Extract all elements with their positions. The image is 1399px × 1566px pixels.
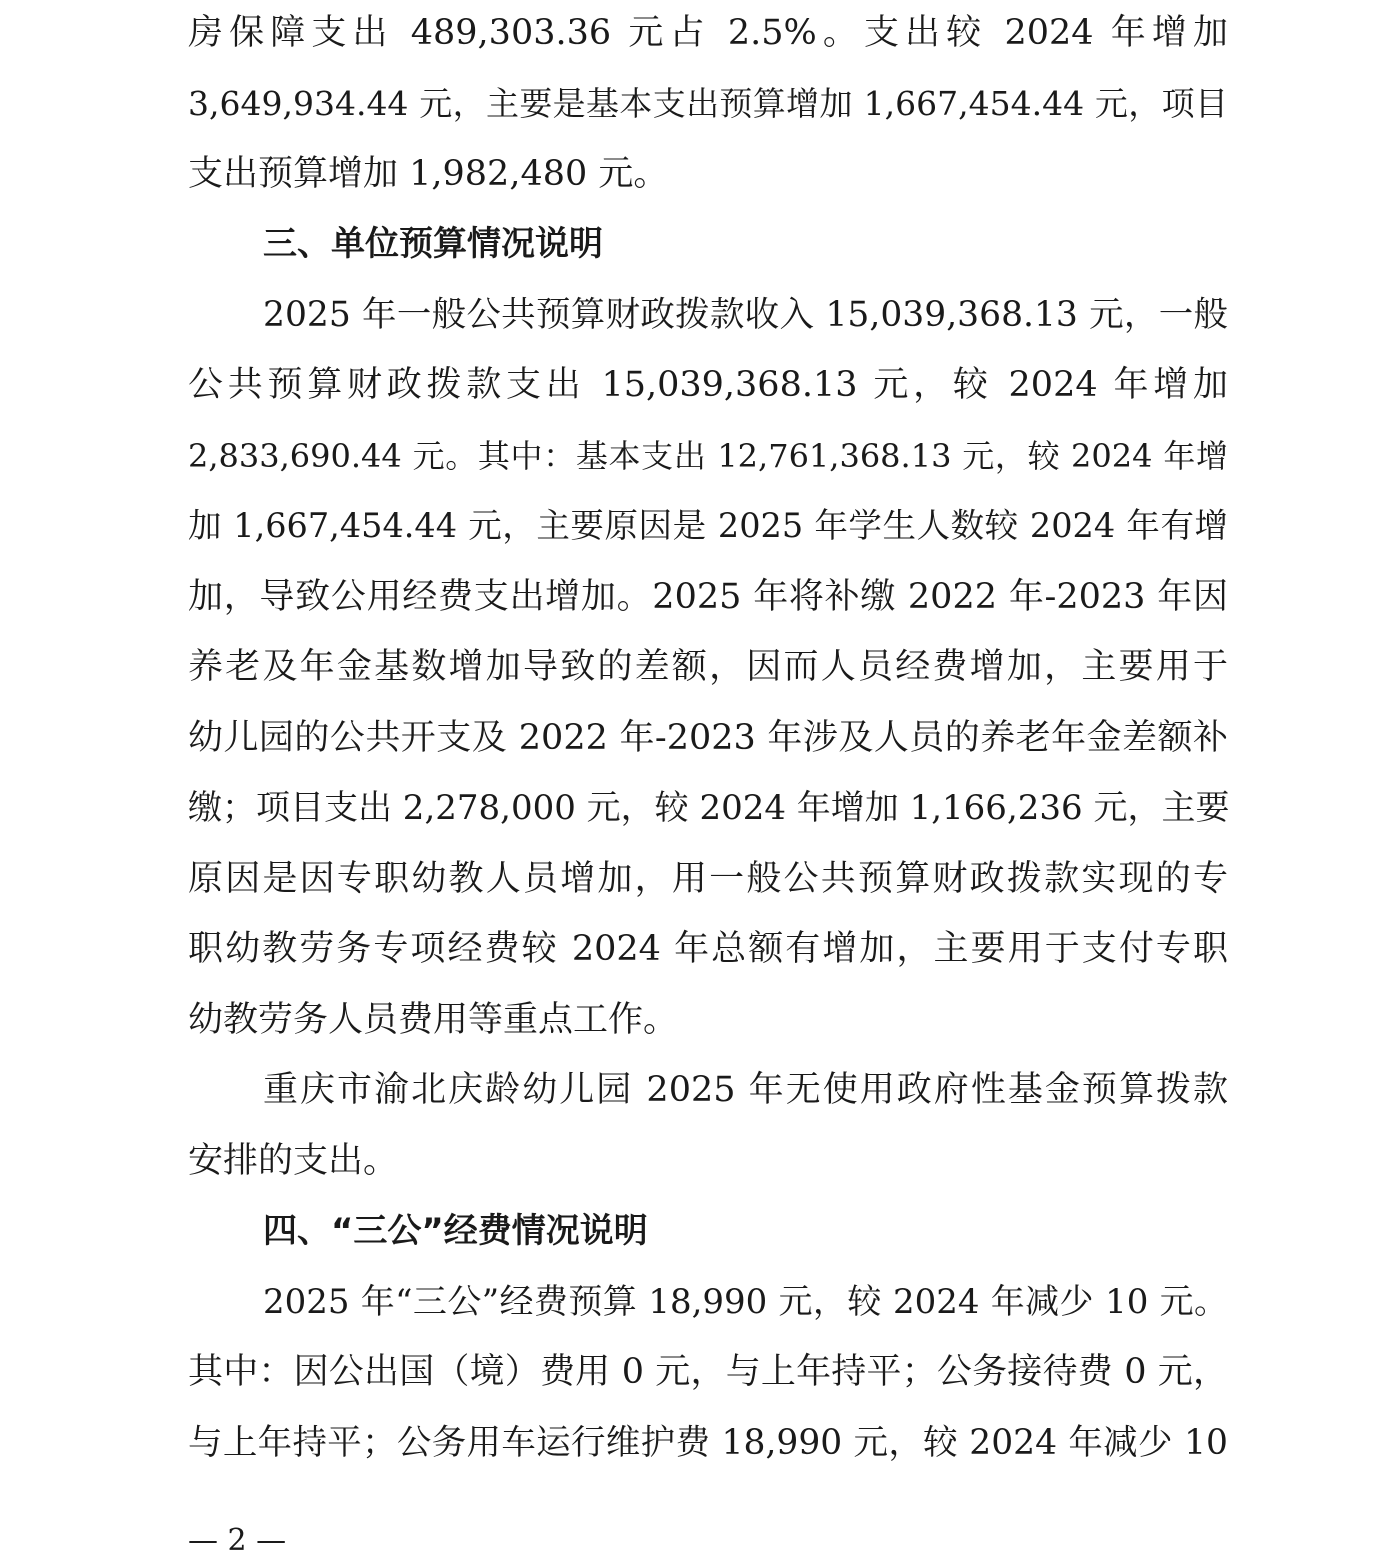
paragraph-line: 缴；项目支出 2,278,000 元，较 2024 年增加 1,166,236 元，主要: [188, 788, 1230, 828]
paragraph-line: 支出预算增加 1,982,480 元。: [188, 154, 669, 194]
page-number: — 2 —: [188, 1523, 287, 1558]
paragraph-line: 其中：因公出国（境）费用 0 元，与上年持平；公务接待费 0 元，: [188, 1352, 1228, 1392]
paragraph-line: 2,833,690.44 元。其中：基本支出 12,761,368.13 元，较 2024 年增: [188, 437, 1228, 475]
section-heading-3: 三、单位预算情况说明: [263, 224, 603, 264]
paragraph-line: 职幼教劳务专项经费较 2024 年总额有增加，主要用于支付专职: [188, 929, 1228, 969]
paragraph-line: 公共预算财政拨款支出 15,039,368.13 元，较 2024 年增加: [188, 365, 1228, 405]
paragraph-line: 与上年持平；公务用车运行维护费 18,990 元，较 2024 年减少 10: [188, 1423, 1228, 1463]
paragraph-line: 重庆市渝北庆龄幼儿园 2025 年无使用政府性基金预算拨款: [263, 1070, 1228, 1110]
paragraph-line: 房保障支出 489,303.36 元占 2.5%。支出较 2024 年增加: [188, 13, 1228, 53]
paragraph-line: 安排的支出。: [188, 1141, 399, 1181]
paragraph-line: 2025 年一般公共预算财政拨款收入 15,039,368.13 元，一般: [263, 295, 1228, 335]
paragraph-line: 加，导致公用经费支出增加。2025 年将补缴 2022 年-2023 年因: [188, 577, 1228, 617]
paragraph-line: 原因是因专职幼教人员增加，用一般公共预算财政拨款实现的专: [188, 859, 1228, 899]
section-heading-4: 四、“三公”经费情况说明: [263, 1211, 648, 1251]
paragraph-line: 3,649,934.44 元，主要是基本支出预算增加 1,667,454.44 元，项目: [188, 84, 1228, 123]
paragraph-line: 幼儿园的公共开支及 2022 年-2023 年涉及人员的养老年金差额补: [188, 718, 1228, 758]
paragraph-line: 养老及年金基数增加导致的差额，因而人员经费增加，主要用于: [188, 647, 1228, 687]
paragraph-line: 2025 年“三公”经费预算 18,990 元，较 2024 年减少 10 元。: [263, 1282, 1228, 1322]
paragraph-line: 幼教劳务人员费用等重点工作。: [188, 1000, 679, 1040]
paragraph-line: 加 1,667,454.44 元，主要原因是 2025 年学生人数较 2024 年有增: [188, 506, 1228, 545]
